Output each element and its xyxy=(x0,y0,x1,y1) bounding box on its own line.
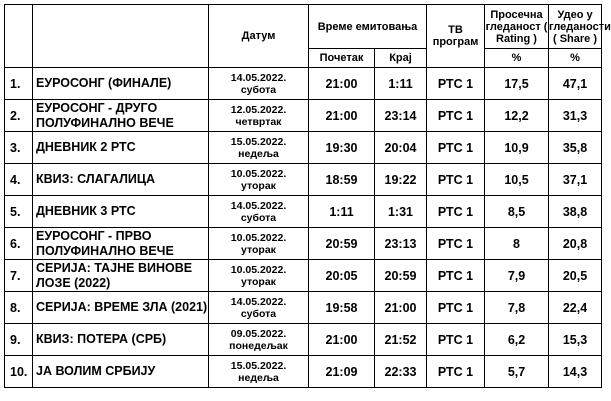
start-time-cell: 21:09 xyxy=(309,356,375,388)
weekday: уторак xyxy=(241,179,276,192)
program-title-cell: КВИЗ: ПОТЕРА (СРБ) xyxy=(33,324,209,356)
date-header: Датум xyxy=(209,5,309,68)
share-cell: 15,3 xyxy=(549,324,602,356)
rank-cell: 3. xyxy=(5,132,33,164)
broadcast-date: 12.05.2022. xyxy=(230,103,287,116)
broadcast-date: 10.05.2022. xyxy=(230,231,287,244)
rating-cell: 10,9 xyxy=(485,132,549,164)
start-header: Почетак xyxy=(309,49,375,68)
rating-unit-header: % xyxy=(485,49,549,68)
share-cell: 20,8 xyxy=(549,228,602,260)
start-time-cell: 18:59 xyxy=(309,164,375,196)
tv-program-cell: РТС 1 xyxy=(427,356,485,388)
share-cell: 14,3 xyxy=(549,356,602,388)
program-title-cell: ДНЕВНИК 3 РТС xyxy=(33,196,209,228)
end-time-cell: 22:33 xyxy=(375,356,427,388)
start-time-cell: 20:59 xyxy=(309,228,375,260)
table-row xyxy=(5,68,602,100)
table-row xyxy=(5,324,602,356)
end-time-cell: 23:13 xyxy=(375,228,427,260)
end-time-cell: 19:22 xyxy=(375,164,427,196)
tv-program-cell: РТС 1 xyxy=(427,68,485,100)
rank-cell: 6. xyxy=(5,228,33,260)
rank-cell: 2. xyxy=(5,100,33,132)
rank-cell: 5. xyxy=(5,196,33,228)
date-cell xyxy=(209,100,309,132)
start-time-cell: 21:00 xyxy=(309,324,375,356)
rank-cell: 9. xyxy=(5,324,33,356)
share-header: Удео у гледаности ( Share ) xyxy=(549,5,602,49)
table-row xyxy=(5,292,602,324)
date-cell xyxy=(209,324,309,356)
broadcast-time-header: Време емитовања xyxy=(309,5,427,49)
table-row xyxy=(5,260,602,292)
start-time-cell: 19:30 xyxy=(309,132,375,164)
program-title-cell: КВИЗ: СЛАГАЛИЦА xyxy=(33,164,209,196)
rating-cell: 5,7 xyxy=(485,356,549,388)
date-cell xyxy=(209,68,309,100)
broadcast-date: 10.05.2022. xyxy=(230,167,287,180)
tv-program-cell: РТС 1 xyxy=(427,100,485,132)
header-row xyxy=(5,5,602,49)
broadcast-date: 14.05.2022. xyxy=(230,295,287,308)
start-time-cell: 21:00 xyxy=(309,68,375,100)
rank-cell: 7. xyxy=(5,260,33,292)
weekday: четвртак xyxy=(235,115,282,128)
tv-program-cell: РТС 1 xyxy=(427,132,485,164)
broadcast-date: 09.05.2022. xyxy=(230,327,287,340)
weekday: субота xyxy=(240,307,277,320)
rank-cell: 4. xyxy=(5,164,33,196)
table-row xyxy=(5,100,602,132)
tv-program-header: ТВ програм xyxy=(427,5,485,68)
table-row xyxy=(5,132,602,164)
date-cell xyxy=(209,260,309,292)
program-title-cell: ЈА ВОЛИМ СРБИЈУ xyxy=(33,356,209,388)
ratings-table xyxy=(4,4,611,388)
weekday: недеља xyxy=(238,371,279,384)
table-row xyxy=(5,356,602,388)
tv-program-cell: РТС 1 xyxy=(427,324,485,356)
date-cell xyxy=(209,132,309,164)
rank-header xyxy=(5,5,33,68)
rank-cell: 1. xyxy=(5,68,33,100)
date-cell xyxy=(209,228,309,260)
table-row xyxy=(5,196,602,228)
title-header xyxy=(33,5,209,68)
tv-program-cell: РТС 1 xyxy=(427,228,485,260)
end-time-cell: 21:52 xyxy=(375,324,427,356)
program-title-cell: ДНЕВНИК 2 РТС xyxy=(33,132,209,164)
end-time-cell: 23:14 xyxy=(375,100,427,132)
share-cell: 37,1 xyxy=(549,164,602,196)
start-time-cell: 21:00 xyxy=(309,100,375,132)
date-cell xyxy=(209,292,309,324)
table-row xyxy=(5,164,602,196)
start-time-cell: 20:05 xyxy=(309,260,375,292)
share-cell: 20,5 xyxy=(549,260,602,292)
tv-program-cell: РТС 1 xyxy=(427,196,485,228)
start-time-cell: 1:11 xyxy=(309,196,375,228)
rank-cell: 8. xyxy=(5,292,33,324)
share-cell: 47,1 xyxy=(549,68,602,100)
weekday: субота xyxy=(240,211,277,224)
broadcast-date: 14.05.2022. xyxy=(230,199,287,212)
tv-program-cell: РТС 1 xyxy=(427,164,485,196)
rating-cell: 10,5 xyxy=(485,164,549,196)
rating-cell: 7,9 xyxy=(485,260,549,292)
end-header: Крај xyxy=(375,49,427,68)
share-cell: 22,4 xyxy=(549,292,602,324)
weekday: понедељак xyxy=(229,339,288,352)
rating-cell: 12,2 xyxy=(485,100,549,132)
rating-cell: 7,8 xyxy=(485,292,549,324)
program-title-cell: ЕУРОСОНГ - ПРВО ПОЛУФИНАЛНО ВЕЧЕ xyxy=(33,228,209,260)
rating-cell: 17,5 xyxy=(485,68,549,100)
rank-cell: 10. xyxy=(5,356,33,388)
date-cell xyxy=(209,356,309,388)
broadcast-date: 14.05.2022. xyxy=(230,71,287,84)
weekday: недеља xyxy=(238,147,279,160)
table-row xyxy=(5,228,602,260)
program-title-cell: ЕУРОСОНГ - ДРУГО ПОЛУФИНАЛНО ВЕЧЕ xyxy=(33,100,209,132)
end-time-cell: 20:04 xyxy=(375,132,427,164)
start-time-cell: 19:58 xyxy=(309,292,375,324)
broadcast-date: 15.05.2022. xyxy=(230,135,287,148)
rating-cell: 8,5 xyxy=(485,196,549,228)
share-cell: 31,3 xyxy=(549,100,602,132)
program-title-cell: СЕРИЈА: ВРЕМЕ ЗЛА (2021) xyxy=(33,292,209,324)
tv-program-cell: РТС 1 xyxy=(427,292,485,324)
share-cell: 35,8 xyxy=(549,132,602,164)
end-time-cell: 1:31 xyxy=(375,196,427,228)
weekday: уторак xyxy=(241,243,276,256)
avg-viewership-header: Просечна гледаност ( Rating ) xyxy=(485,5,549,49)
share-unit-header: % xyxy=(549,49,602,68)
program-title-cell: СЕРИЈА: ТАЈНЕ ВИНОВЕ ЛОЗЕ (2022) xyxy=(33,260,209,292)
weekday: субота xyxy=(240,83,277,96)
rating-cell: 6,2 xyxy=(485,324,549,356)
broadcast-date: 15.05.2022. xyxy=(230,359,287,372)
end-time-cell: 1:11 xyxy=(375,68,427,100)
end-time-cell: 21:00 xyxy=(375,292,427,324)
end-time-cell: 20:59 xyxy=(375,260,427,292)
program-title-cell: ЕУРОСОНГ (ФИНАЛЕ) xyxy=(33,68,209,100)
rating-cell: 8 xyxy=(485,228,549,260)
date-cell xyxy=(209,196,309,228)
weekday: уторак xyxy=(241,275,276,288)
share-cell: 38,8 xyxy=(549,196,602,228)
date-cell xyxy=(209,164,309,196)
tv-program-cell: РТС 1 xyxy=(427,260,485,292)
broadcast-date: 10.05.2022. xyxy=(230,263,287,276)
